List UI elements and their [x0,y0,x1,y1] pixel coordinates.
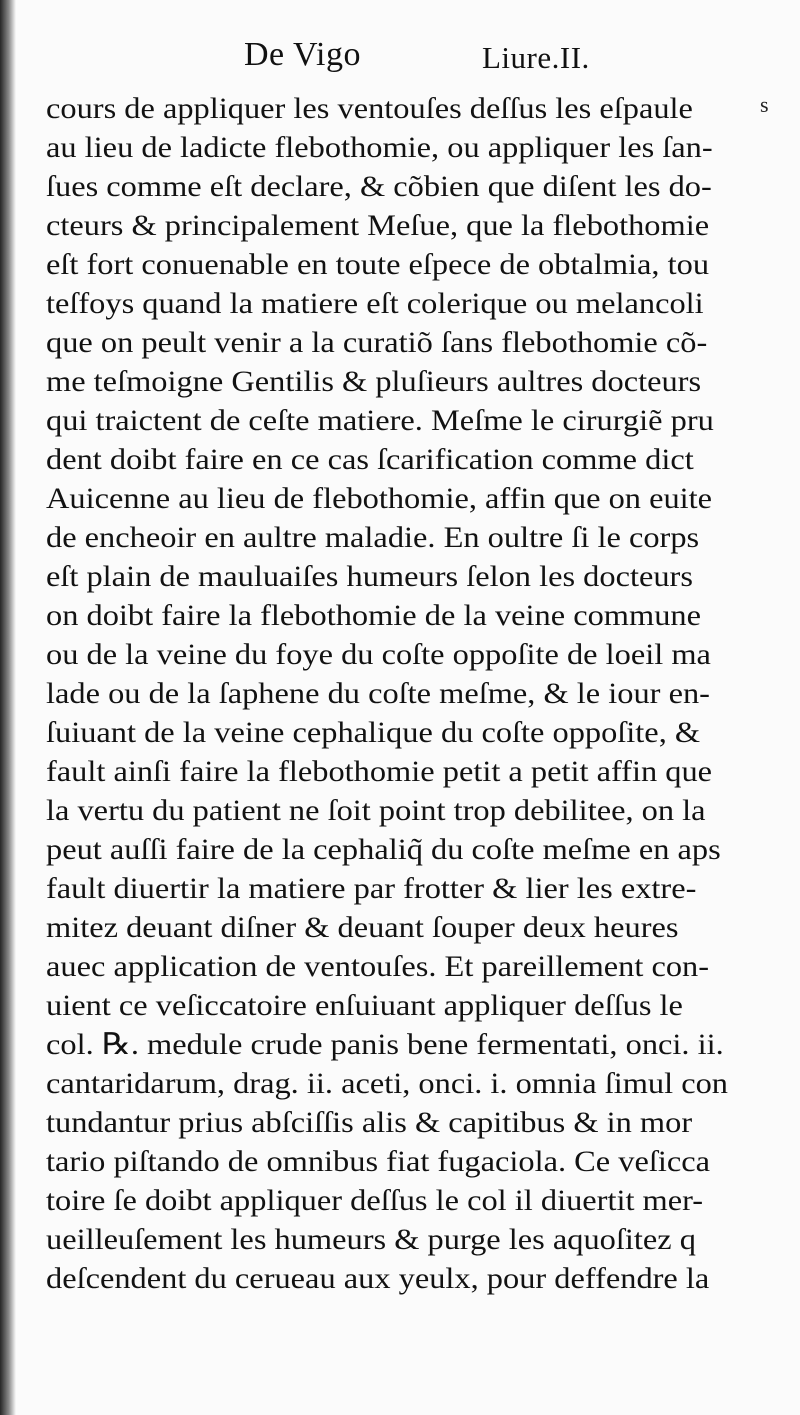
text-line: de encheoir en aultre maladie. En oultre ſi le corps [46,521,700,554]
text-line: ueilleuſement les humeurs & purge les aquoſitez q [46,1223,696,1256]
text-line: que on peult venir a la curatiõ ſans flebothomie cõ- [46,326,708,359]
text-line: mitez deuant diſner & deuant ſouper deux heures [46,911,679,944]
text-line: teſfoys quand la matiere eſt colerique ou melancoli [46,287,704,320]
text-line: cteurs & principalement Meſue, que la flebothomie [46,209,710,242]
text-line: ou de la veine du foye du coſte oppoſite de loeil ma [46,638,711,671]
text-line: qui traictent de ceſte matiere. Meſme le cirurgiẽ pru [46,404,714,437]
text-line: Auicenne au lieu de flebothomie, affin que on euite [46,482,713,515]
text-line: lade ou de la ſaphene du coſte meſme, & le iour en- [46,677,710,710]
page-gutter-shadow [0,0,16,1415]
page-header [0,36,800,86]
margin-mark: s [760,92,769,117]
text-line: auec application de ventouſes. Et pareillement con- [46,950,710,983]
text-line: cantaridarum, drag. ii. aceti, onci. i. omnia ſimul con [46,1067,728,1100]
text-line: col. ℞. medule crude panis bene fermentati, onci. ii. [46,1028,724,1061]
text-line: fault ainſi faire la flebothomie petit a petit affin que [46,755,713,788]
text-line: deſcendent du cerueau aux yeulx, pour deffendre la [46,1262,710,1295]
text-line: fault diuertir la matiere par frotter & lier les extre- [46,872,697,905]
book-label: Liure.II. [482,40,590,75]
running-head: De Vigo [244,36,361,73]
text-line: on doibt faire la flebothomie de la veine commune [46,599,701,632]
text-line: ſues comme eſt declare, & cõbien que diſent les do- [46,170,712,203]
text-line: me teſmoigne Gentilis & pluſieurs aultres docteurs [46,365,702,398]
text-line: uient ce veſiccatoire enſuiuant appliquer deſſus le [46,989,683,1022]
text-line: eſt fort conuenable en toute eſpece de obtalmia, tou [46,248,710,281]
text-line: tundantur prius abſciſſis alis & capitibus & in mor [46,1106,693,1139]
text-line: peut auſſi faire de la cephaliq̃ du coſte meſme en aps [46,833,721,866]
text-line: tario piſtando de omnibus fiat fugaciola. Ce veſicca [46,1145,710,1178]
text-line: la vertu du patient ne ſoit point trop debilitee, on la [46,794,706,827]
text-line: dent doibt faire en ce cas ſcarification comme dict [46,443,694,476]
text-line: cours de appliquer les ventouſes deſſus les eſpaule [46,92,693,125]
text-line: toire ſe doibt appliquer deſſus le col il diuertit mer- [46,1184,704,1217]
text-line: eſt plain de mauluaiſes humeurs ſelon les docteurs [46,560,693,593]
text-body [46,89,746,1298]
text-line: au lieu de ladicte flebothomie, ou appliquer les ſan- [46,131,713,164]
text-line: ſuiuant de la veine cephalique du coſte oppoſite, & [46,716,701,749]
